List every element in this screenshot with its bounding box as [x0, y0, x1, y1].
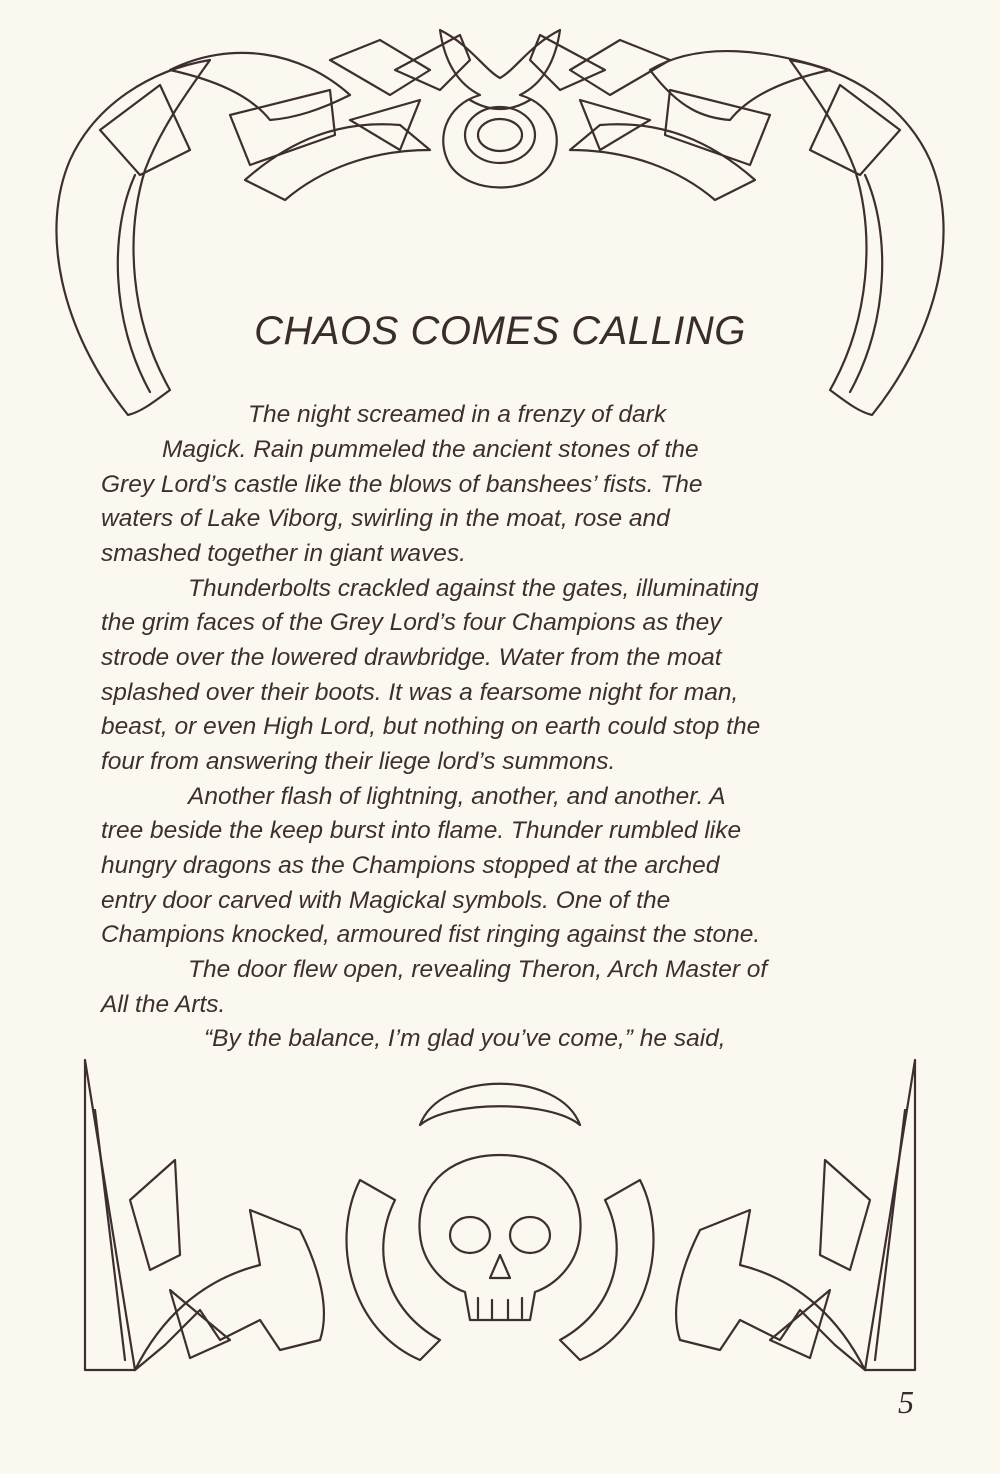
right-horn-ornament	[790, 60, 944, 415]
text-line: Thunderbolts crackled against the gates, illuminating	[188, 575, 759, 602]
left-horn-ornament	[56, 60, 210, 415]
text-line: the grim faces of the Grey Lord’s four Champions as they	[101, 609, 722, 636]
top-knotwork-ornament	[0, 0, 1000, 440]
right-spike-ornament	[865, 1060, 915, 1370]
text-line: smashed together in giant waves.	[101, 540, 466, 567]
chapter-title: CHAOS COMES CALLING	[254, 308, 746, 353]
text-line: “By the balance, I’m glad you’ve come,” he said,	[204, 1025, 726, 1052]
text-line: four from answering their liege lord’s summons.	[101, 748, 616, 775]
text-line: strode over the lowered drawbridge. Water from the moat	[101, 644, 722, 671]
left-spike-ornament	[85, 1060, 135, 1370]
text-line: Grey Lord’s castle like the blows of banshees’ fists. The	[101, 471, 703, 498]
text-line: tree beside the keep burst into flame. Thunder rumbled like	[101, 817, 742, 844]
text-line: hungry dragons as the Champions stopped at the arched	[101, 852, 720, 879]
text-line: splashed over their boots. It was a fearsome night for man,	[101, 679, 739, 706]
text-line: The door flew open, revealing Theron, Arch Master of	[188, 956, 768, 983]
skull-icon	[419, 1155, 580, 1320]
crescent-ornament	[420, 1084, 580, 1125]
text-line: The night screamed in a frenzy of dark	[248, 401, 667, 428]
bottom-skull-ornament	[0, 1040, 1000, 1380]
text-line: Another flash of lightning, another, and another. A	[188, 783, 726, 810]
text-line: Magick. Rain pummeled the ancient stones of the	[162, 436, 699, 463]
text-line: All the Arts.	[101, 991, 226, 1018]
text-line: beast, or even High Lord, but nothing on earth could stop the	[101, 713, 761, 740]
text-line: entry door carved with Magickal symbols. One of the	[101, 887, 671, 914]
page-number: 5	[898, 1384, 914, 1420]
text-line: waters of Lake Viborg, swirling in the moat, rose and	[101, 505, 670, 532]
text-line: Champions knocked, armoured fist ringing against the stone.	[101, 921, 761, 948]
